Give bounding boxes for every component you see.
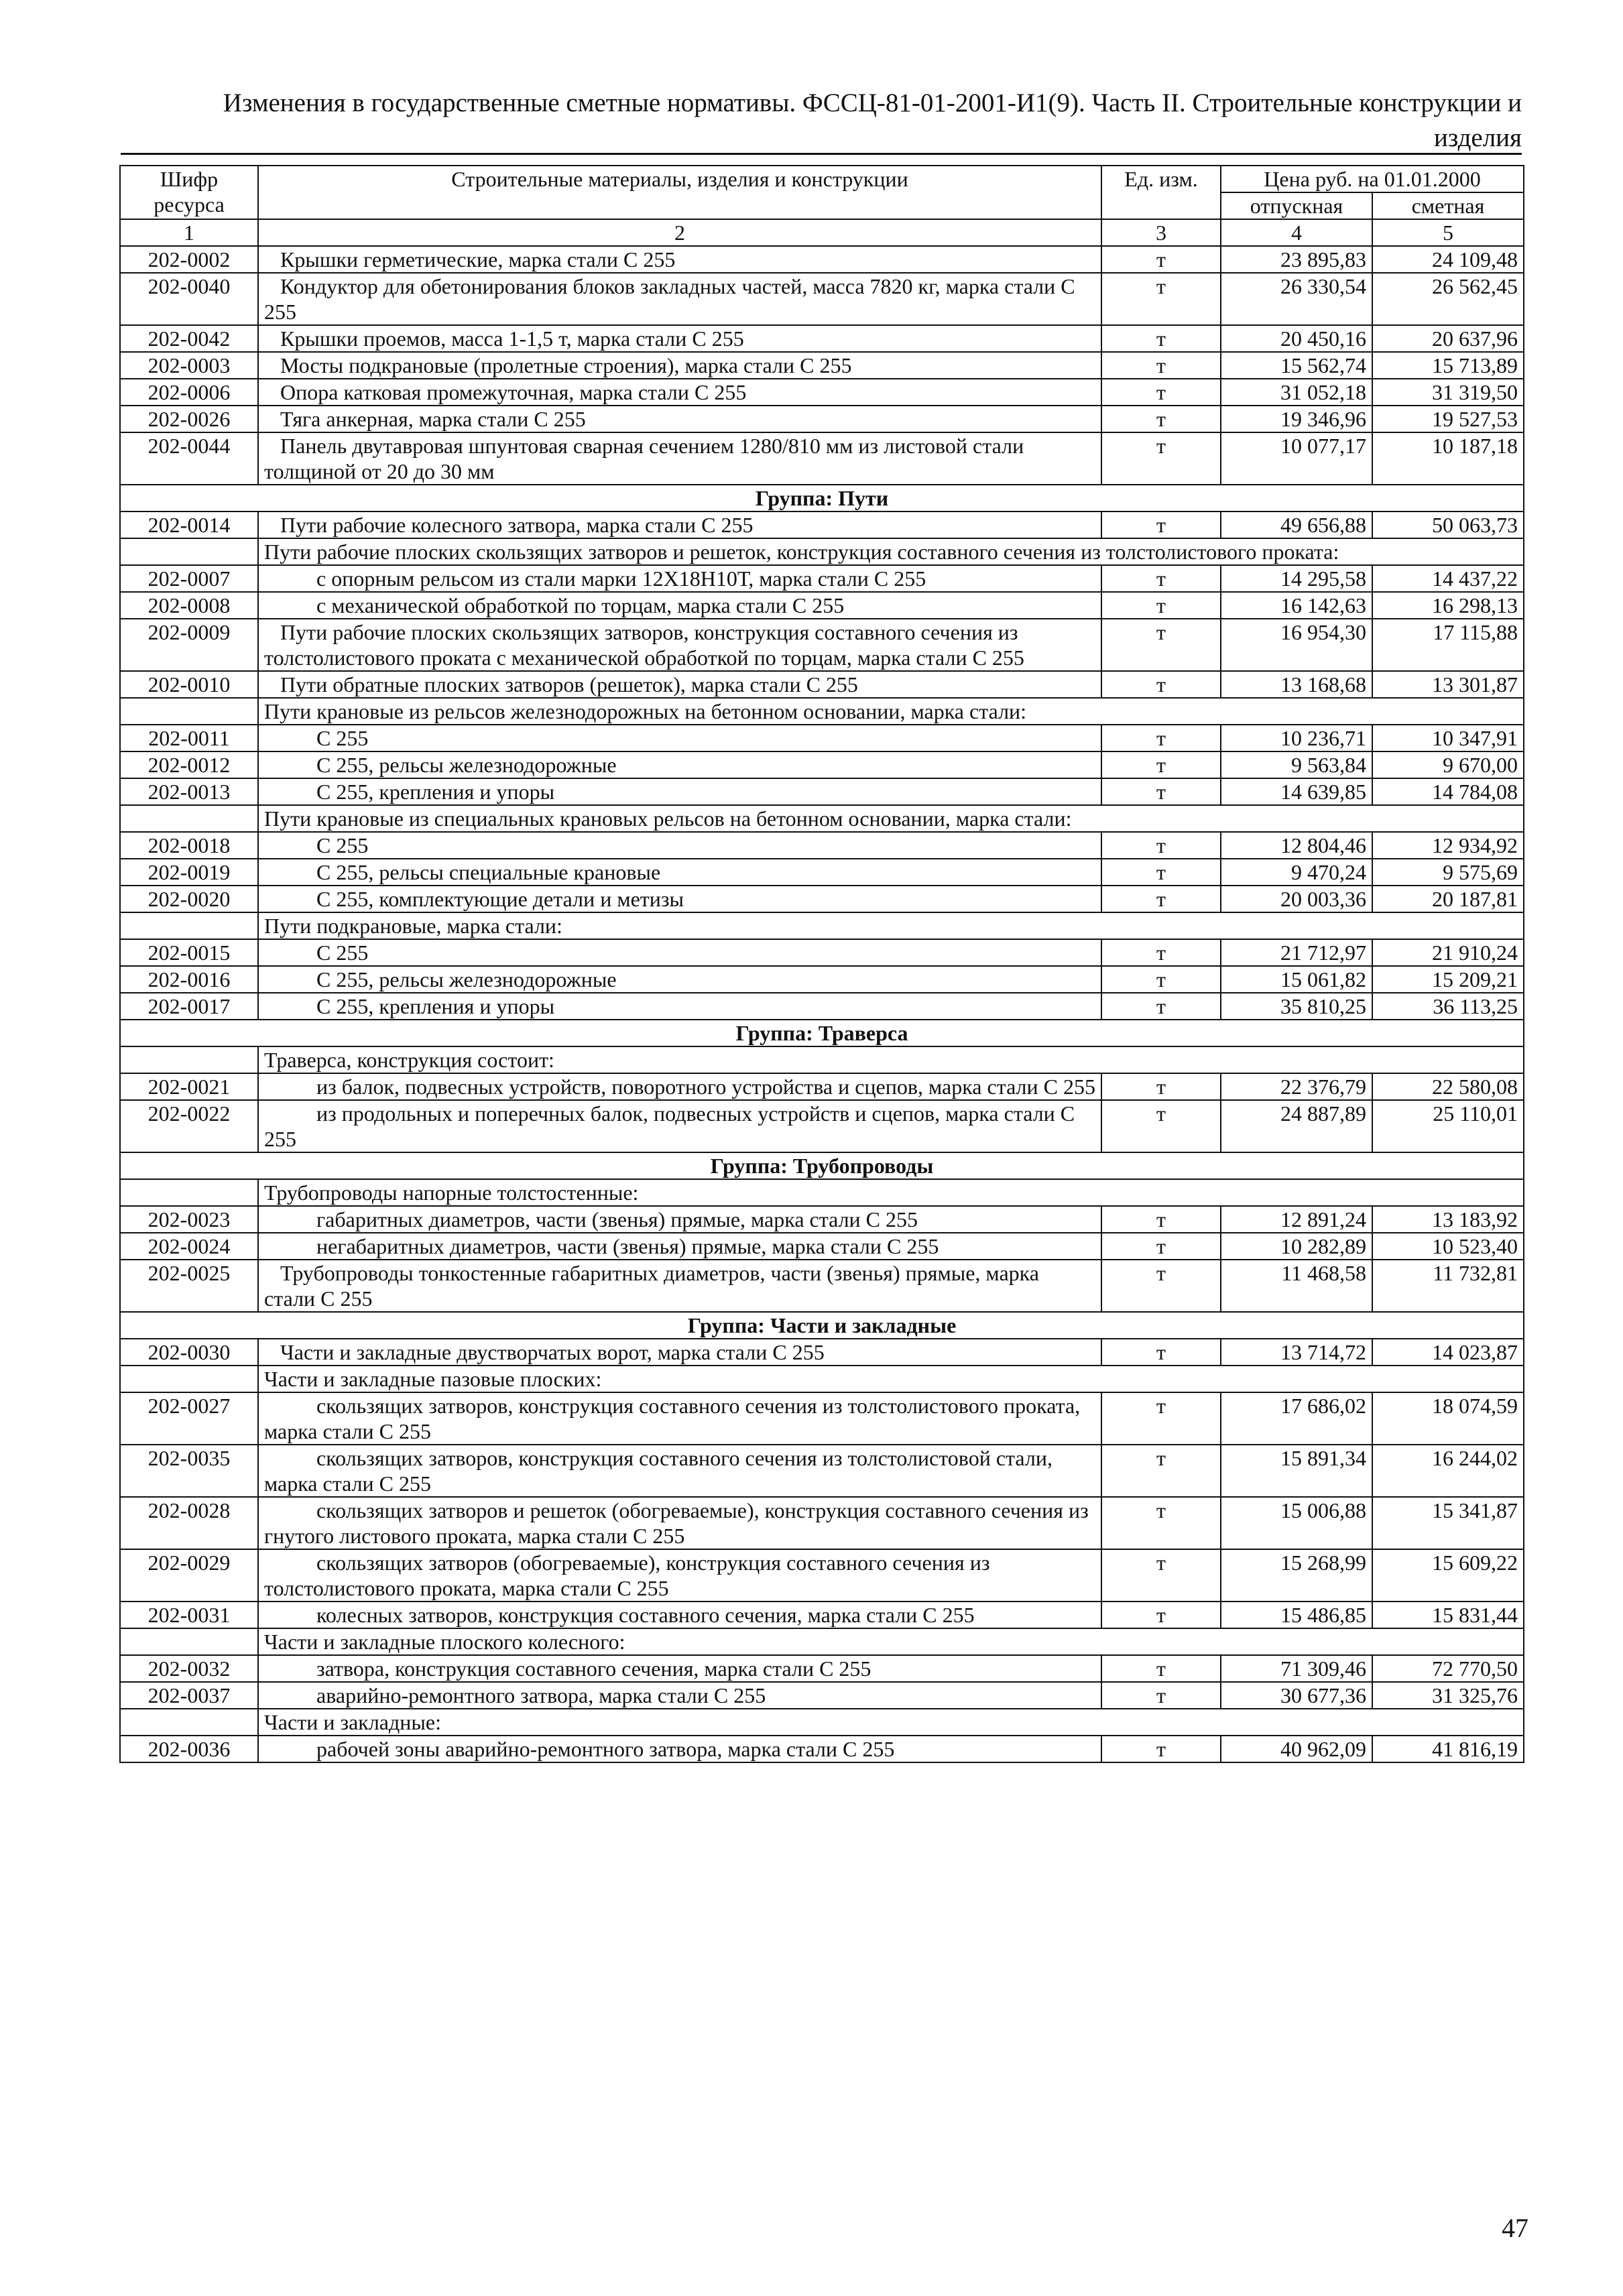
- resource-code: 202-0042: [120, 325, 258, 352]
- resource-code: 202-0030: [120, 1339, 258, 1366]
- subheading-code-cell: [120, 912, 258, 939]
- resource-code: 202-0035: [120, 1445, 258, 1497]
- unit: т: [1101, 565, 1221, 592]
- release-price: 49 656,88: [1221, 511, 1372, 538]
- resource-code: 202-0029: [120, 1549, 258, 1602]
- table-row: [120, 671, 1524, 698]
- estimate-price: 10 187,18: [1372, 432, 1524, 485]
- release-price: 16 142,63: [1221, 592, 1372, 619]
- unit: т: [1101, 1682, 1221, 1709]
- resource-code: 202-0015: [120, 939, 258, 966]
- column-number: 5: [1372, 219, 1524, 246]
- estimate-price: 16 298,13: [1372, 592, 1524, 619]
- resource-code: 202-0012: [120, 751, 258, 778]
- table-row: [120, 1549, 1524, 1602]
- estimate-price: 20 187,81: [1372, 886, 1524, 912]
- subheading: Траверса, конструкция состоит:: [258, 1046, 1524, 1073]
- resource-code: 202-0027: [120, 1392, 258, 1445]
- table-row: [120, 1497, 1524, 1549]
- subheading: Части и закладные:: [258, 1709, 1524, 1736]
- resource-name: Части и закладные двустворчатых ворот, марка стали С 255: [258, 1339, 1101, 1366]
- group-heading: Группа: Части и закладные: [120, 1312, 1524, 1339]
- header-unit: Ед. изм.: [1101, 166, 1221, 219]
- unit: т: [1101, 859, 1221, 886]
- resource-name: рабочей зоны аварийно-ремонтного затвора, марка стали С 255: [258, 1736, 1101, 1762]
- group-heading: Группа: Траверса: [120, 1020, 1524, 1046]
- release-price: 20 003,36: [1221, 886, 1372, 912]
- table-row: [120, 1655, 1524, 1682]
- table-row: [120, 751, 1524, 778]
- table-row: [120, 325, 1524, 352]
- subheading: Части и закладные плоского колесного:: [258, 1628, 1524, 1655]
- resource-name: негабаритных диаметров, части (звенья) прямые, марка стали С 255: [258, 1233, 1101, 1260]
- release-price: 40 962,09: [1221, 1736, 1372, 1762]
- resource-name: Панель двутавровая шпунтовая сварная сечением 1280/810 мм из листовой стали толщиной от 20 до 30 мм: [258, 432, 1101, 485]
- subheading-code-cell: [120, 1046, 258, 1073]
- release-price: 20 450,16: [1221, 325, 1372, 352]
- release-price: 26 330,54: [1221, 273, 1372, 325]
- table-body: [120, 166, 1524, 1762]
- table-row: [120, 1233, 1524, 1260]
- subheading-row: [120, 1628, 1524, 1655]
- resource-code: 202-0028: [120, 1497, 258, 1549]
- subheading: Пути рабочие плоских скользящих затворов и решеток, конструкция составного сечения из толстолистового проката:: [258, 538, 1524, 565]
- resource-code: 202-0008: [120, 592, 258, 619]
- resource-code: 202-0031: [120, 1602, 258, 1628]
- estimate-price: 20 637,96: [1372, 325, 1524, 352]
- release-price: 17 686,02: [1221, 1392, 1372, 1445]
- subheading-row: [120, 1046, 1524, 1073]
- resource-name: скользящих затворов (обогреваемые), конструкция составного сечения из толстолистового проката, марка стали С 255: [258, 1549, 1101, 1602]
- unit: т: [1101, 886, 1221, 912]
- group-heading-row: [120, 1312, 1524, 1339]
- estimate-price: 72 770,50: [1372, 1655, 1524, 1682]
- unit: т: [1101, 1736, 1221, 1762]
- column-number: 2: [258, 219, 1101, 246]
- resource-name: скользящих затворов, конструкция составного сечения из толстолистовой стали, марка стали С 255: [258, 1445, 1101, 1497]
- unit: т: [1101, 1233, 1221, 1260]
- header-rule: [121, 153, 1522, 155]
- release-price: 9 470,24: [1221, 859, 1372, 886]
- resource-name: С 255, рельсы железнодорожные: [258, 751, 1101, 778]
- estimate-price: 14 023,87: [1372, 1339, 1524, 1366]
- unit: т: [1101, 432, 1221, 485]
- subheading-code-cell: [120, 1628, 258, 1655]
- table-row: [120, 273, 1524, 325]
- release-price: 24 887,89: [1221, 1100, 1372, 1152]
- table-row: [120, 592, 1524, 619]
- release-price: 10 236,71: [1221, 725, 1372, 751]
- estimate-price: 11 732,81: [1372, 1260, 1524, 1312]
- release-price: 14 295,58: [1221, 565, 1372, 592]
- estimate-price: 41 816,19: [1372, 1736, 1524, 1762]
- release-price: 15 486,85: [1221, 1602, 1372, 1628]
- subheading: Трубопроводы напорные толстостенные:: [258, 1179, 1524, 1206]
- estimate-price: 31 325,76: [1372, 1682, 1524, 1709]
- table-row: [120, 725, 1524, 751]
- resource-code: 202-0022: [120, 1100, 258, 1152]
- table-row: [120, 1260, 1524, 1312]
- subheading-row: [120, 912, 1524, 939]
- unit: т: [1101, 671, 1221, 698]
- release-price: 21 712,97: [1221, 939, 1372, 966]
- table-row: [120, 1073, 1524, 1100]
- unit: т: [1101, 406, 1221, 432]
- estimate-price: 22 580,08: [1372, 1073, 1524, 1100]
- subheading-code-cell: [120, 1179, 258, 1206]
- release-price: 23 895,83: [1221, 246, 1372, 273]
- unit: т: [1101, 751, 1221, 778]
- resource-code: 202-0006: [120, 379, 258, 406]
- release-price: 13 714,72: [1221, 1339, 1372, 1366]
- resource-code: 202-0036: [120, 1736, 258, 1762]
- estimate-price: 26 562,45: [1372, 273, 1524, 325]
- unit: т: [1101, 511, 1221, 538]
- subheading-row: [120, 538, 1524, 565]
- resource-name: Пути рабочие плоских скользящих затворов, конструкция составного сечения из толстолистового проката с механической обработкой по торцам, марка стали С 255: [258, 619, 1101, 671]
- resource-name: Тяга анкерная, марка стали С 255: [258, 406, 1101, 432]
- price-table: [119, 165, 1524, 1763]
- resource-name: скользящих затворов, конструкция составного сечения из толстолистового проката, марка стали С 255: [258, 1392, 1101, 1445]
- resource-code: 202-0026: [120, 406, 258, 432]
- header-price-group: Цена руб. на 01.01.2000: [1221, 166, 1524, 192]
- subheading-code-cell: [120, 1366, 258, 1392]
- table-row: [120, 1682, 1524, 1709]
- table-row: [120, 993, 1524, 1020]
- estimate-price: 15 713,89: [1372, 352, 1524, 379]
- unit: т: [1101, 1392, 1221, 1445]
- resource-code: 202-0021: [120, 1073, 258, 1100]
- estimate-price: 19 527,53: [1372, 406, 1524, 432]
- resource-name: С 255: [258, 725, 1101, 751]
- resource-code: 202-0007: [120, 565, 258, 592]
- resource-name: С 255, рельсы специальные крановые: [258, 859, 1101, 886]
- unit: т: [1101, 993, 1221, 1020]
- table-row: [120, 1392, 1524, 1445]
- estimate-price: 15 609,22: [1372, 1549, 1524, 1602]
- estimate-price: 13 183,92: [1372, 1206, 1524, 1233]
- group-heading-row: [120, 485, 1524, 511]
- table-row: [120, 379, 1524, 406]
- resource-name: с опорным рельсом из стали марки 12Х18Н10Т, марка стали С 255: [258, 565, 1101, 592]
- release-price: 10 077,17: [1221, 432, 1372, 485]
- estimate-price: 50 063,73: [1372, 511, 1524, 538]
- subheading: Пути крановые из рельсов железнодорожных на бетонном основании, марка стали:: [258, 698, 1524, 725]
- resource-name: из балок, подвесных устройств, поворотного устройства и сцепов, марка стали С 255: [258, 1073, 1101, 1100]
- release-price: 14 639,85: [1221, 778, 1372, 805]
- release-price: 9 563,84: [1221, 751, 1372, 778]
- unit: т: [1101, 1339, 1221, 1366]
- release-price: 10 282,89: [1221, 1233, 1372, 1260]
- table-row: [120, 1736, 1524, 1762]
- unit: т: [1101, 1497, 1221, 1549]
- unit: т: [1101, 379, 1221, 406]
- resource-name: С 255, рельсы железнодорожные: [258, 966, 1101, 993]
- resource-code: 202-0009: [120, 619, 258, 671]
- unit: т: [1101, 778, 1221, 805]
- group-heading-row: [120, 1020, 1524, 1046]
- resource-name: с механической обработкой по торцам, марка стали С 255: [258, 592, 1101, 619]
- resource-name: С 255, крепления и упоры: [258, 778, 1101, 805]
- resource-name: габаритных диаметров, части (звенья) прямые, марка стали С 255: [258, 1206, 1101, 1233]
- release-price: 31 052,18: [1221, 379, 1372, 406]
- release-price: 35 810,25: [1221, 993, 1372, 1020]
- table-row: [120, 246, 1524, 273]
- group-heading-row: [120, 1152, 1524, 1179]
- estimate-price: 15 831,44: [1372, 1602, 1524, 1628]
- table-row: [120, 565, 1524, 592]
- estimate-price: 14 784,08: [1372, 778, 1524, 805]
- release-price: 30 677,36: [1221, 1682, 1372, 1709]
- estimate-price: 18 074,59: [1372, 1392, 1524, 1445]
- estimate-price: 16 244,02: [1372, 1445, 1524, 1497]
- resource-code: 202-0044: [120, 432, 258, 485]
- unit: т: [1101, 1549, 1221, 1602]
- subheading-row: [120, 1709, 1524, 1736]
- column-number-row: [120, 219, 1524, 246]
- estimate-price: 14 437,22: [1372, 565, 1524, 592]
- table-row: [120, 619, 1524, 671]
- unit: т: [1101, 246, 1221, 273]
- table-row: [120, 1100, 1524, 1152]
- header-name: Строительные материалы, изделия и конструкции: [258, 166, 1101, 219]
- release-price: 11 468,58: [1221, 1260, 1372, 1312]
- unit: т: [1101, 592, 1221, 619]
- header-row-1: [120, 166, 1524, 192]
- resource-name: Кондуктор для обетонирования блоков закладных частей, масса 7820 кг, марка стали С 255: [258, 273, 1101, 325]
- resource-name: колесных затворов, конструкция составного сечения, марка стали С 255: [258, 1602, 1101, 1628]
- subheading: Пути подкрановые, марка стали:: [258, 912, 1524, 939]
- resource-code: 202-0018: [120, 832, 258, 859]
- unit: т: [1101, 1260, 1221, 1312]
- release-price: 12 891,24: [1221, 1206, 1372, 1233]
- estimate-price: 9 575,69: [1372, 859, 1524, 886]
- group-heading: Группа: Трубопроводы: [120, 1152, 1524, 1179]
- header-code: Шифр ресурса: [120, 166, 258, 219]
- page-number: 47: [1502, 2213, 1528, 2243]
- estimate-price: 24 109,48: [1372, 246, 1524, 273]
- resource-name: С 255, крепления и упоры: [258, 993, 1101, 1020]
- column-number: 3: [1101, 219, 1221, 246]
- resource-code: 202-0025: [120, 1260, 258, 1312]
- document-header: Изменения в государственные сметные нормативы. ФССЦ-81-01-2001-И1(9). Часть II. Строительные конструкции и изделия: [223, 88, 1522, 152]
- resource-name: затвора, конструкция составного сечения, марка стали С 255: [258, 1655, 1101, 1682]
- resource-name: С 255: [258, 939, 1101, 966]
- header-release: отпускная: [1221, 192, 1372, 219]
- table-row: [120, 859, 1524, 886]
- resource-name: из продольных и поперечных балок, подвесных устройств и сцепов, марка стали С 255: [258, 1100, 1101, 1152]
- resource-code: 202-0003: [120, 352, 258, 379]
- table-row: [120, 939, 1524, 966]
- table-row: [120, 432, 1524, 485]
- resource-name: Пути обратные плоских затворов (решеток), марка стали С 255: [258, 671, 1101, 698]
- subheading: Пути крановые из специальных крановых рельсов на бетонном основании, марка стали:: [258, 805, 1524, 832]
- resource-code: 202-0040: [120, 273, 258, 325]
- table-row: [120, 1602, 1524, 1628]
- estimate-price: 9 670,00: [1372, 751, 1524, 778]
- release-price: 15 891,34: [1221, 1445, 1372, 1497]
- release-price: 15 268,99: [1221, 1549, 1372, 1602]
- table-row: [120, 832, 1524, 859]
- resource-code: 202-0019: [120, 859, 258, 886]
- estimate-price: 21 910,24: [1372, 939, 1524, 966]
- unit: т: [1101, 1100, 1221, 1152]
- resource-name: Пути рабочие колесного затвора, марка стали С 255: [258, 511, 1101, 538]
- column-number: 4: [1221, 219, 1372, 246]
- unit: т: [1101, 966, 1221, 993]
- resource-name: Крышки проемов, масса 1-1,5 т, марка стали С 255: [258, 325, 1101, 352]
- resource-name: Мосты подкрановые (пролетные строения), марка стали С 255: [258, 352, 1101, 379]
- release-price: 22 376,79: [1221, 1073, 1372, 1100]
- table-row: [120, 1339, 1524, 1366]
- column-number: 1: [120, 219, 258, 246]
- subheading: Части и закладные пазовые плоских:: [258, 1366, 1524, 1392]
- unit: т: [1101, 1602, 1221, 1628]
- group-heading: Группа: Пути: [120, 485, 1524, 511]
- unit: т: [1101, 352, 1221, 379]
- release-price: 19 346,96: [1221, 406, 1372, 432]
- unit: т: [1101, 619, 1221, 671]
- resource-name: Опора катковая промежуточная, марка стали С 255: [258, 379, 1101, 406]
- estimate-price: 15 209,21: [1372, 966, 1524, 993]
- subheading-code-cell: [120, 698, 258, 725]
- release-price: 15 061,82: [1221, 966, 1372, 993]
- unit: т: [1101, 1206, 1221, 1233]
- estimate-price: 31 319,50: [1372, 379, 1524, 406]
- estimate-price: 10 347,91: [1372, 725, 1524, 751]
- estimate-price: 25 110,01: [1372, 1100, 1524, 1152]
- resource-code: 202-0014: [120, 511, 258, 538]
- table-row: [120, 1445, 1524, 1497]
- unit: т: [1101, 832, 1221, 859]
- unit: т: [1101, 1073, 1221, 1100]
- table-row: [120, 778, 1524, 805]
- release-price: 71 309,46: [1221, 1655, 1372, 1682]
- estimate-price: 15 341,87: [1372, 1497, 1524, 1549]
- release-price: 15 006,88: [1221, 1497, 1372, 1549]
- table-row: [120, 966, 1524, 993]
- subheading-code-cell: [120, 1709, 258, 1736]
- resource-code: 202-0032: [120, 1655, 258, 1682]
- subheading-code-cell: [120, 538, 258, 565]
- unit: т: [1101, 939, 1221, 966]
- subheading-row: [120, 1179, 1524, 1206]
- estimate-price: 12 934,92: [1372, 832, 1524, 859]
- resource-code: 202-0020: [120, 886, 258, 912]
- resource-code: 202-0013: [120, 778, 258, 805]
- resource-code: 202-0011: [120, 725, 258, 751]
- release-price: 13 168,68: [1221, 671, 1372, 698]
- release-price: 16 954,30: [1221, 619, 1372, 671]
- subheading-row: [120, 1366, 1524, 1392]
- resource-code: 202-0016: [120, 966, 258, 993]
- unit: т: [1101, 725, 1221, 751]
- release-price: 15 562,74: [1221, 352, 1372, 379]
- table-row: [120, 511, 1524, 538]
- unit: т: [1101, 1655, 1221, 1682]
- subheading-code-cell: [120, 805, 258, 832]
- estimate-price: 13 301,87: [1372, 671, 1524, 698]
- estimate-price: 17 115,88: [1372, 619, 1524, 671]
- resource-code: 202-0024: [120, 1233, 258, 1260]
- resource-code: 202-0017: [120, 993, 258, 1020]
- estimate-price: 10 523,40: [1372, 1233, 1524, 1260]
- resource-name: С 255, комплектующие детали и метизы: [258, 886, 1101, 912]
- resource-code: 202-0002: [120, 246, 258, 273]
- resource-name: аварийно-ремонтного затвора, марка стали С 255: [258, 1682, 1101, 1709]
- resource-code: 202-0010: [120, 671, 258, 698]
- table-row: [120, 1206, 1524, 1233]
- unit: т: [1101, 273, 1221, 325]
- resource-code: 202-0037: [120, 1682, 258, 1709]
- unit: т: [1101, 1445, 1221, 1497]
- table-row: [120, 406, 1524, 432]
- release-price: 12 804,46: [1221, 832, 1372, 859]
- subheading-row: [120, 805, 1524, 832]
- table-row: [120, 352, 1524, 379]
- resource-name: С 255: [258, 832, 1101, 859]
- resource-code: 202-0023: [120, 1206, 258, 1233]
- resource-name: Трубопроводы тонкостенные габаритных диаметров, части (звенья) прямые, марка стали С 255: [258, 1260, 1101, 1312]
- resource-name: скользящих затворов и решеток (обогреваемые), конструкция составного сечения из гнутого листового проката, марка стали С 255: [258, 1497, 1101, 1549]
- header-estimate: сметная: [1372, 192, 1524, 219]
- subheading-row: [120, 698, 1524, 725]
- estimate-price: 36 113,25: [1372, 993, 1524, 1020]
- table-row: [120, 886, 1524, 912]
- resource-name: Крышки герметические, марка стали С 255: [258, 246, 1101, 273]
- unit: т: [1101, 325, 1221, 352]
